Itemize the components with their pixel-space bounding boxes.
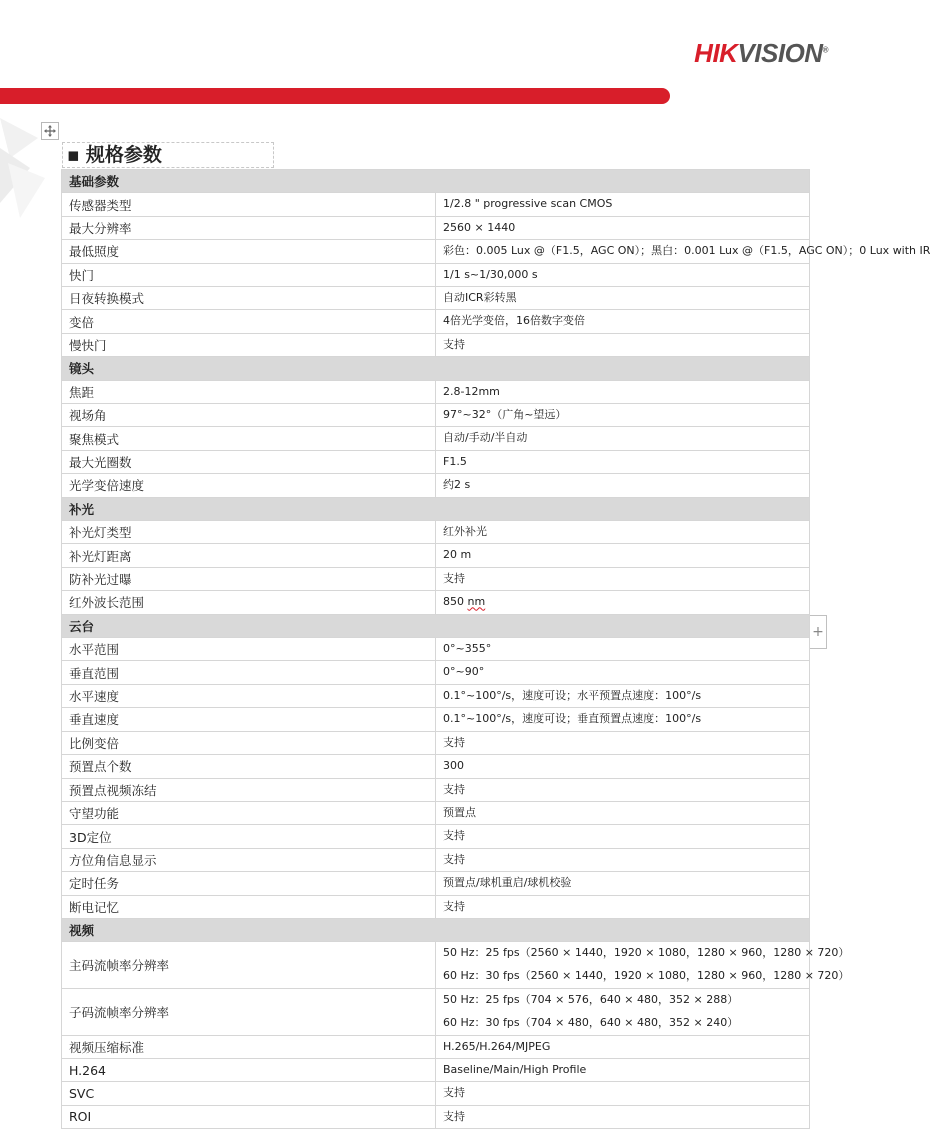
table-row: [62, 240, 810, 263]
spec-label: 补光灯距离: [62, 544, 436, 567]
spec-label: 聚焦模式: [62, 427, 436, 450]
spec-value: [436, 942, 850, 989]
spec-label: 慢快门: [62, 333, 436, 356]
spec-label: H.264: [62, 1058, 436, 1081]
spec-label: 视频压缩标准: [62, 1035, 436, 1058]
spec-value: [436, 193, 810, 216]
spec-value: [436, 380, 810, 403]
table-row: [62, 848, 810, 871]
spec-value: [436, 287, 810, 310]
spec-value-line: 约2 s: [443, 478, 471, 492]
table-row: [62, 263, 810, 286]
spec-value: [436, 1058, 810, 1081]
spec-value-line: 预置点: [443, 805, 476, 819]
spec-value-line: 0°~90°: [443, 665, 485, 679]
spec-value-line: 2.8-12mm: [443, 384, 500, 398]
spec-value-line: 20 m: [443, 548, 472, 562]
section-title: 基础参数: [62, 170, 810, 193]
spec-value-line: 支持: [443, 735, 465, 749]
spec-value-line: 支持: [443, 852, 465, 866]
spec-value: [436, 450, 810, 473]
spec-value: [436, 521, 810, 544]
spec-value-line: 自动ICR彩转黑: [443, 291, 517, 305]
section-title: 云台: [62, 614, 810, 637]
table-row: [62, 684, 810, 707]
spec-value: [436, 708, 810, 731]
spec-value-line: 850 nm: [443, 595, 486, 609]
spec-value-line: F1.5: [443, 454, 467, 468]
spec-value-line: 支持: [443, 337, 465, 351]
spec-value: [436, 848, 810, 871]
spec-label: 子码流帧率分辨率: [62, 988, 436, 1035]
table-row: [62, 1105, 810, 1128]
spec-value-line: 彩色：0.005 Lux @（F1.5，AGC ON）；黑白：0.001 Lux @（F1.5，AGC ON）；0 Lux with IR: [443, 244, 930, 258]
spec-value: [436, 333, 810, 356]
table-row: [62, 521, 810, 544]
spec-value: [436, 1035, 810, 1058]
spec-value-line: 支持: [443, 899, 465, 913]
spec-value: [436, 1082, 810, 1105]
spec-label: 红外波长范围: [62, 591, 436, 614]
spec-value-line: 支持: [443, 782, 465, 796]
page-title: ▪ 规格参数: [62, 142, 274, 168]
spec-value: [436, 684, 810, 707]
spec-label: SVC: [62, 1082, 436, 1105]
spec-table: [61, 169, 930, 1129]
header-red-bar: [0, 88, 670, 104]
spec-value-line: 60 Hz：30 fps（704 × 480，640 × 480，352 × 240）: [443, 1015, 739, 1029]
table-row: [62, 380, 810, 403]
spec-value: [436, 1105, 810, 1128]
table-row: [62, 1082, 810, 1105]
spec-value: [436, 544, 810, 567]
table-row: [62, 193, 810, 216]
spec-value-line: H.265/H.264/MJPEG: [443, 1039, 551, 1053]
spec-value-line: 60 Hz：30 fps（2560 × 1440，1920 × 1080，1280 × 960，1280 × 720）: [443, 969, 850, 983]
spec-label: 比例变倍: [62, 731, 436, 754]
table-row: [62, 825, 810, 848]
spec-value: [436, 240, 930, 263]
spec-value-line: 自动/手动/半自动: [443, 431, 528, 445]
spec-label: ROI: [62, 1105, 436, 1128]
spec-label: 守望功能: [62, 801, 436, 824]
table-row: [62, 287, 810, 310]
spec-value-line: 4倍光学变倍，16倍数字变倍: [443, 314, 585, 328]
table-row: [62, 544, 810, 567]
spec-value: [436, 567, 810, 590]
spec-label: 最大分辨率: [62, 216, 436, 239]
spec-label: 水平速度: [62, 684, 436, 707]
table-row: [62, 591, 810, 614]
spec-label: 光学变倍速度: [62, 474, 436, 497]
spec-value-line: 50 Hz：25 fps（704 × 576，640 × 480，352 × 288）: [443, 992, 739, 1006]
spec-label: 预置点视频冻结: [62, 778, 436, 801]
spec-label: 定时任务: [62, 872, 436, 895]
table-row: [62, 567, 810, 590]
table-row: [62, 801, 810, 824]
section-title: 视频: [62, 918, 810, 941]
spec-label: 水平范围: [62, 638, 436, 661]
spec-label: 3D定位: [62, 825, 436, 848]
spec-value-line: 支持: [443, 829, 465, 843]
spec-label: 快门: [62, 263, 436, 286]
spec-value: [436, 310, 810, 333]
spec-value: [436, 755, 810, 778]
spec-value: [436, 778, 810, 801]
spec-value: [436, 895, 810, 918]
table-row: [62, 755, 810, 778]
table-row: [62, 1035, 810, 1058]
spec-value: [436, 216, 810, 239]
spec-label: 最大光圈数: [62, 450, 436, 473]
spec-value: [436, 731, 810, 754]
section-header: [62, 614, 810, 637]
spec-value-line: 0°~355°: [443, 642, 492, 656]
spec-value: [436, 638, 810, 661]
table-row: [62, 404, 810, 427]
spec-value-line: 1/1 s~1/30,000 s: [443, 267, 538, 281]
spec-label: 断电记忆: [62, 895, 436, 918]
table-row: [62, 450, 810, 473]
table-row: [62, 708, 810, 731]
table-row: [62, 310, 810, 333]
spec-value: [436, 801, 810, 824]
spec-value-line: 300: [443, 759, 464, 773]
table-row: [62, 872, 810, 895]
table-row: [62, 216, 810, 239]
spec-label: 方位角信息显示: [62, 848, 436, 871]
spec-value-line: 支持: [443, 1086, 465, 1100]
section-header: [62, 170, 810, 193]
spec-value-line: Baseline/Main/High Profile: [443, 1062, 587, 1076]
section-header: [62, 357, 810, 380]
spec-label: 垂直速度: [62, 708, 436, 731]
spec-label: 焦距: [62, 380, 436, 403]
spec-value-line: 支持: [443, 1109, 465, 1123]
spec-value: [436, 404, 810, 427]
spec-value-line: 支持: [443, 571, 465, 585]
section-header: [62, 918, 810, 941]
move-cross-icon[interactable]: [41, 122, 59, 140]
table-row: [62, 661, 810, 684]
table-row: [62, 1058, 810, 1081]
table-row: [62, 333, 810, 356]
spec-label: 最低照度: [62, 240, 436, 263]
table-row: [62, 895, 810, 918]
spec-label: 日夜转换模式: [62, 287, 436, 310]
spec-label: 防补光过曝: [62, 567, 436, 590]
section-title: 补光: [62, 497, 810, 520]
hikvision-logo: HIKVISION®: [694, 38, 828, 68]
spec-value: [436, 591, 810, 614]
spec-value: [436, 427, 810, 450]
table-row: [62, 474, 810, 497]
spec-label: 补光灯类型: [62, 521, 436, 544]
spec-value: [436, 474, 810, 497]
spec-value-line: 97°~32°（广角~望远）: [443, 408, 567, 422]
spec-label: 主码流帧率分辨率: [62, 942, 436, 989]
title-bullet: ▪: [67, 144, 80, 166]
spec-label: 变倍: [62, 310, 436, 333]
plus-icon[interactable]: +: [810, 615, 827, 649]
spec-value-line: 2560 × 1440: [443, 220, 516, 234]
spec-value-line: 0.1°~100°/s，速度可设；水平预置点速度：100°/s: [443, 688, 702, 702]
table-row: [62, 942, 810, 989]
spec-label: 视场角: [62, 404, 436, 427]
spec-value: [436, 661, 810, 684]
spec-label: 垂直范围: [62, 661, 436, 684]
table-row: [62, 988, 810, 1035]
spec-value-line: 红外补光: [443, 525, 487, 539]
table-row: [62, 778, 810, 801]
spec-value-line: 1/2.8 " progressive scan CMOS: [443, 197, 613, 211]
table-row: [62, 731, 810, 754]
spec-value-line: 预置点/球机重启/球机校验: [443, 876, 572, 890]
spec-value-line: 0.1°~100°/s，速度可设；垂直预置点速度：100°/s: [443, 712, 702, 726]
spec-value: [436, 825, 810, 848]
spec-value-line: 50 Hz：25 fps（2560 × 1440，1920 × 1080，1280 × 960，1280 × 720）: [443, 946, 850, 960]
spec-label: 预置点个数: [62, 755, 436, 778]
section-header: [62, 497, 810, 520]
spec-value: [436, 263, 810, 286]
spec-label: 传感器类型: [62, 193, 436, 216]
spec-value: [436, 872, 810, 895]
section-title: 镜头: [62, 357, 810, 380]
table-row: [62, 638, 810, 661]
table-row: [62, 427, 810, 450]
spec-value: [436, 988, 810, 1035]
